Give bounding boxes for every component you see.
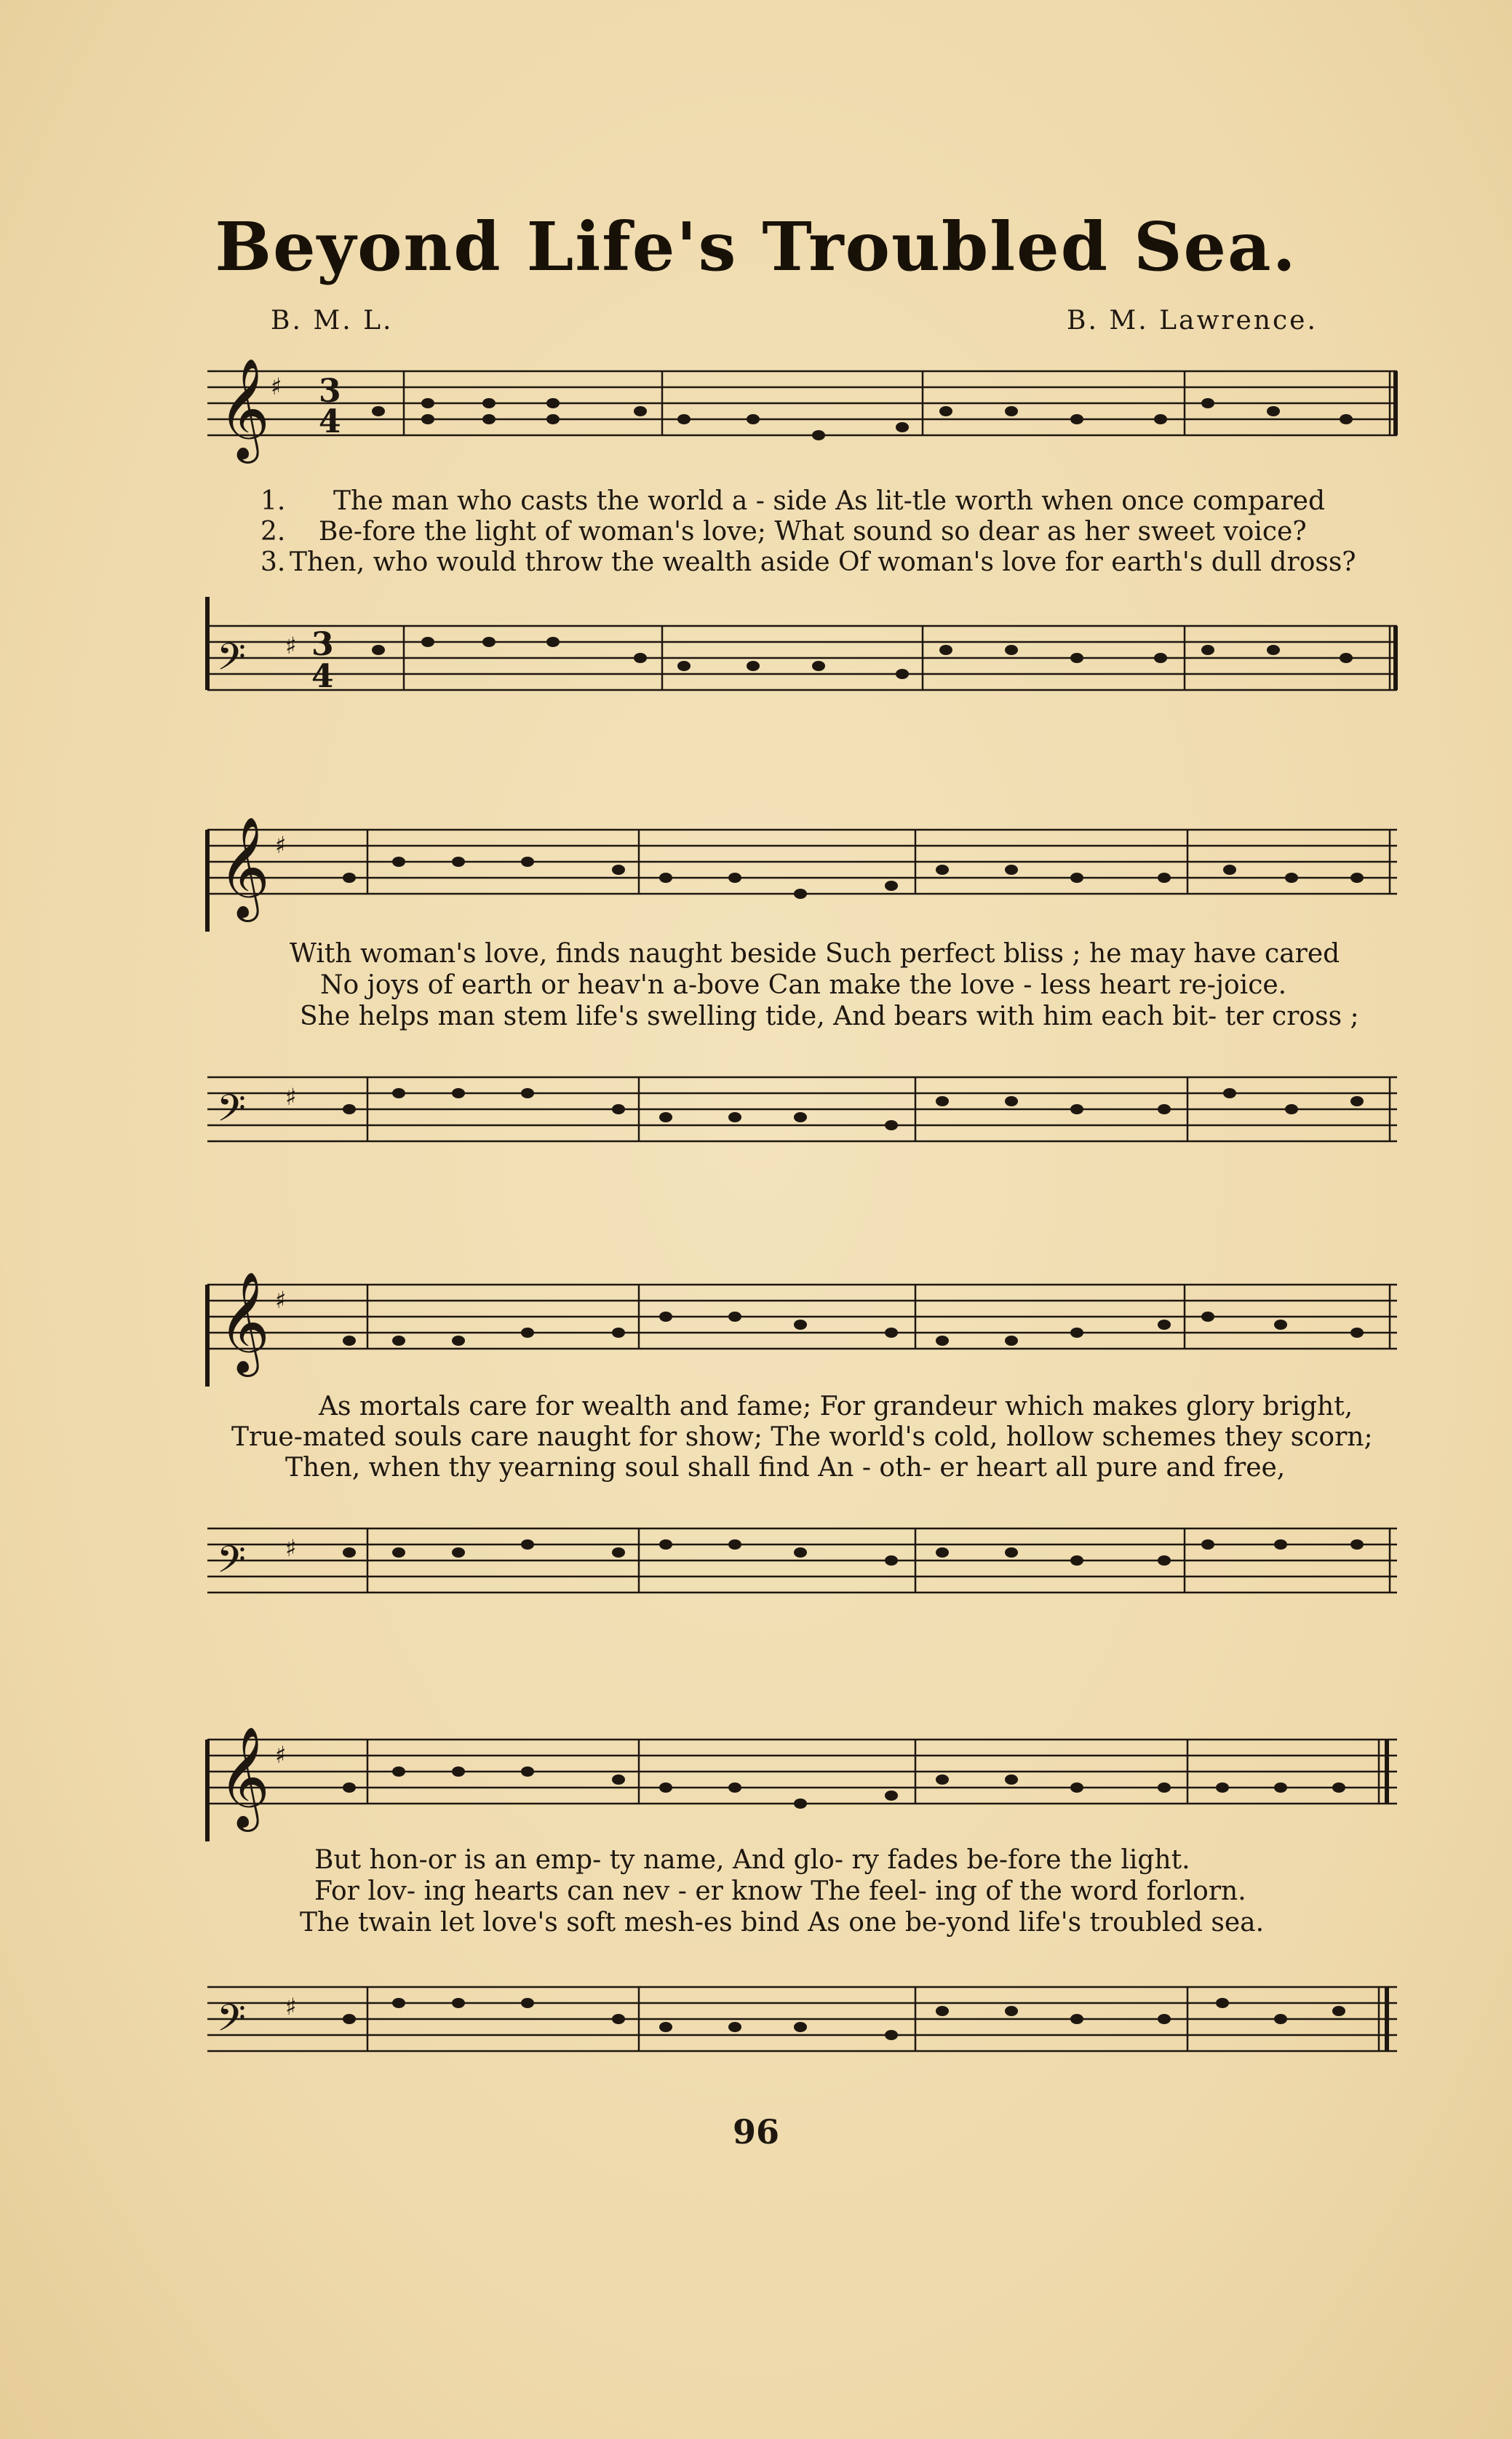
bass-staff-1	[0, 597, 1512, 713]
treble-clef-icon: 𝄞	[218, 817, 270, 918]
lyric-line: Then, when thy yearning soul shall find An - oth- er heart all pure and free,	[285, 1453, 1286, 1483]
svg-text:4: 4	[319, 403, 341, 440]
bass-clef-icon: 𝄢	[217, 1086, 246, 1139]
lyric-line: True-mated souls care naught for show; The world's cold, hollow schemes they scorn;	[231, 1422, 1373, 1452]
lyric-line: But hon-or is an emp- ty name, And glo- ry fades be-fore the light.	[314, 1845, 1190, 1875]
svg-text:♯: ♯	[285, 1534, 297, 1562]
bass-staff-2	[0, 1048, 1512, 1165]
lyricist-credit: B. M. L.	[271, 306, 394, 336]
bass-clef-icon: 𝄢	[217, 1537, 246, 1590]
treble-clef-icon: 𝄞	[218, 1726, 270, 1828]
verse-number-3: 3.	[260, 547, 286, 577]
svg-text:♯: ♯	[285, 1083, 297, 1111]
treble-clef-icon: 𝄞	[218, 358, 270, 459]
svg-text:♯: ♯	[275, 831, 287, 859]
lyric-line: As mortals care for wealth and fame; For grandeur which makes glory bright,	[319, 1392, 1353, 1421]
svg-text:♯: ♯	[271, 373, 282, 400]
svg-text:♯: ♯	[275, 1286, 287, 1314]
lyric-line: Then, who would throw the wealth aside Of woman's love for earth's dull dross?	[290, 547, 1356, 577]
treble-staff-3	[0, 1270, 1512, 1387]
lyric-line: Be-fore the light of woman's love; What sound so dear as her sweet voice?	[319, 517, 1307, 547]
bass-clef-icon: 𝄢	[217, 1996, 246, 2049]
treble-staff-1	[0, 357, 1512, 473]
svg-text:3: 3	[319, 373, 341, 410]
composer-credit: B. M. Lawrence.	[1067, 306, 1318, 336]
svg-text:3: 3	[311, 626, 334, 663]
lyric-line: For lov- ing hearts can nev - er know The feel- ing of the word forlorn.	[314, 1876, 1246, 1906]
lyric-line: The twain let love's soft mesh-es bind As one be-yond life's troubled sea.	[300, 1908, 1265, 1938]
treble-staff-4	[0, 1725, 1512, 1841]
lyric-line: She helps man stem life's swelling tide, And bears with him each bit- ter cross ;	[300, 1002, 1359, 1031]
lyric-line: With woman's love, finds naught beside Such perfect bliss ; he may have cared	[290, 939, 1340, 969]
bass-staff-3	[0, 1499, 1512, 1616]
page-number: 96	[732, 2112, 779, 2152]
treble-staff-2	[0, 815, 1512, 932]
lyric-line: No joys of earth or heav'n a-bove Can make the love - less heart re-joice.	[320, 970, 1287, 1000]
svg-text:4: 4	[311, 658, 334, 695]
svg-text:♯: ♯	[275, 1741, 287, 1769]
treble-clef-icon: 𝄞	[218, 1272, 270, 1373]
bass-staff-4	[0, 1958, 1512, 2074]
hymn-title: Beyond Life's Troubled Sea.	[215, 207, 1297, 286]
svg-text:♯: ♯	[285, 1993, 297, 2020]
verse-number-2: 2.	[260, 517, 286, 547]
lyric-line: The man who casts the world a - side As lit-tle worth when once compared	[333, 486, 1326, 516]
bass-clef-icon: 𝄢	[217, 635, 246, 688]
verse-number-1: 1.	[260, 486, 286, 516]
svg-text:♯: ♯	[285, 632, 297, 659]
